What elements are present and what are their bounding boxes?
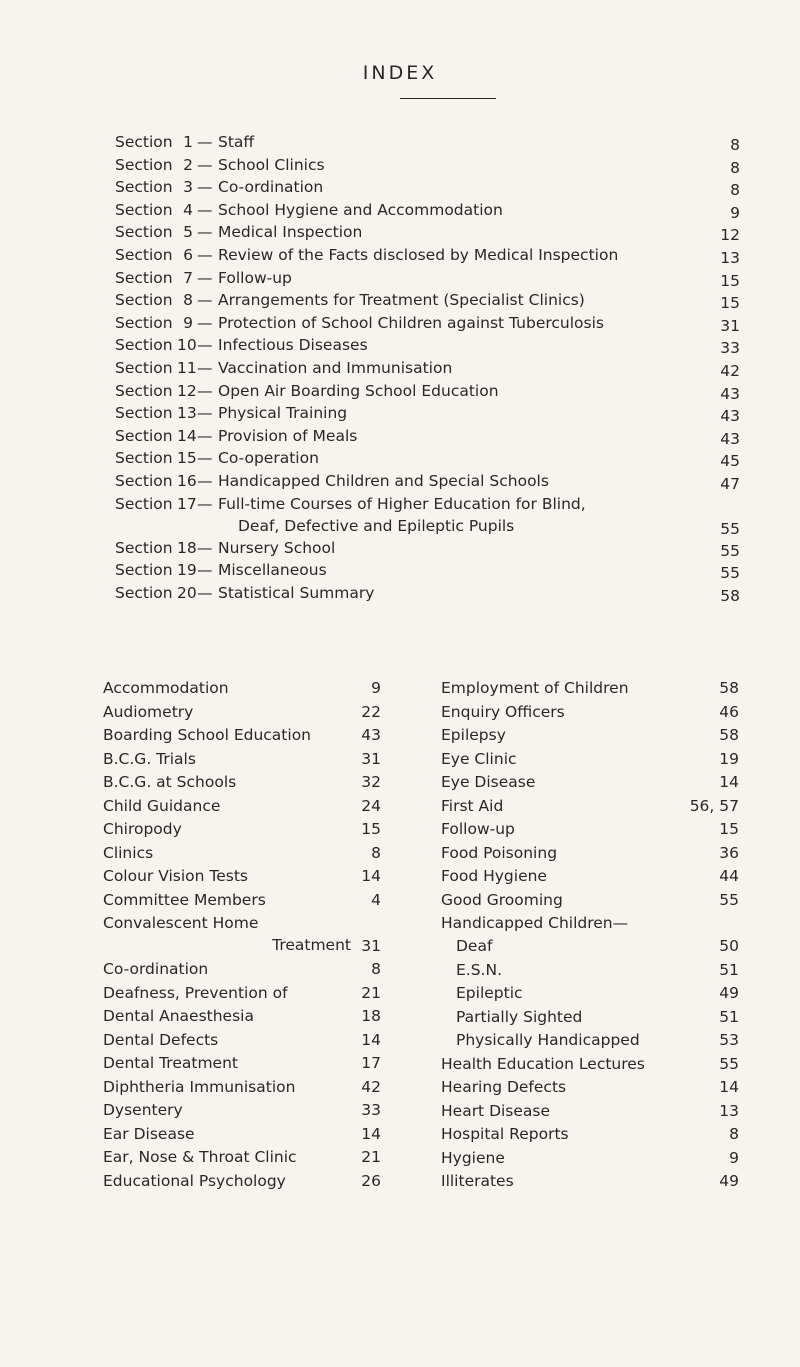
section-label: Section [115, 223, 173, 242]
index-term: Epileptic [456, 984, 523, 1002]
section-entry [115, 312, 740, 335]
section-entry [115, 334, 740, 357]
section-entry [115, 402, 740, 425]
index-entry [441, 1147, 739, 1171]
index-entry [441, 1100, 739, 1124]
section-title: Arrangements for Treatment (Specialist Clinics) [218, 291, 585, 310]
index-term: Food Poisoning [441, 843, 558, 862]
section-dash: — [197, 561, 213, 580]
section-label: Section [115, 583, 173, 602]
section-title: School Clinics [218, 155, 325, 174]
index-term: Food Hygiene [441, 867, 547, 885]
section-dash: — [197, 133, 213, 151]
section-label: Section [115, 336, 173, 355]
index-term: Dental Defects [103, 1030, 219, 1049]
section-label: Section [115, 381, 173, 400]
section-entry [115, 470, 740, 493]
section-entry [115, 582, 740, 605]
section-list [115, 131, 740, 604]
index-page: 49 [719, 984, 739, 1002]
section-entry [115, 244, 740, 267]
section-title-line-2: Deaf, Defective and Epileptic Pupils [238, 516, 515, 535]
index-page: 8 [729, 1125, 739, 1143]
index-term: B.C.G. Trials [103, 749, 196, 768]
index-entry [441, 1006, 739, 1030]
index-term: Dental Anaesthesia [103, 1007, 254, 1025]
index-term: Illiterates [441, 1172, 514, 1190]
index-page: 4 [371, 890, 381, 909]
section-title: Nursery School [218, 538, 336, 557]
index-term: Boarding School Education [103, 726, 312, 744]
index-page: 26 [361, 1171, 381, 1190]
index-entry [441, 982, 739, 1006]
index-page: 21 [361, 1148, 381, 1166]
section-title: Provision of Meals [218, 426, 358, 445]
section-page: 15 [720, 294, 740, 313]
index-entry [103, 1052, 381, 1076]
index-column-right [441, 677, 739, 1194]
index-page: 14 [361, 1030, 381, 1049]
section-number: 19 [177, 561, 197, 580]
index-term: First Aid [441, 796, 504, 815]
index-term: Committee Members [103, 890, 266, 909]
index-entry [103, 1123, 381, 1147]
index-term: Epilepsy [441, 726, 506, 744]
index-entry [441, 935, 739, 959]
section-number: 4 [183, 200, 193, 219]
index-term: Educational Psychology [103, 1171, 286, 1190]
index-page: 53 [719, 1031, 739, 1049]
index-page: 55 [719, 1054, 739, 1073]
section-label: Section [115, 313, 173, 332]
section-number: 5 [183, 223, 193, 242]
section-dash: — [197, 200, 213, 219]
index-term-line-2: Treatment [272, 936, 351, 954]
index-entry [103, 1005, 381, 1029]
section-number: 8 [183, 291, 193, 310]
section-title: School Hygiene and Accommodation [218, 200, 503, 219]
section-dash: — [197, 336, 213, 355]
section-entry [115, 199, 740, 222]
section-number: 14 [177, 426, 197, 445]
index-page: 58 [719, 679, 739, 697]
index-term: Deaf [456, 937, 493, 955]
index-term: Partially Sighted [456, 1007, 583, 1026]
index-page: 22 [361, 702, 381, 721]
section-dash: — [197, 381, 213, 400]
index-entry [103, 842, 381, 866]
section-label: Section [115, 133, 173, 151]
section-title: Physical Training [218, 404, 348, 423]
section-entry [115, 289, 740, 312]
section-dash: — [197, 426, 213, 445]
section-label: Section [115, 561, 173, 580]
index-entry [103, 701, 381, 725]
page-title: INDEX [362, 62, 438, 84]
index-page: 43 [361, 726, 381, 744]
section-dash: — [197, 449, 213, 468]
section-dash: — [197, 494, 213, 513]
section-label: Section [115, 426, 173, 445]
index-entry [441, 959, 739, 983]
section-dash: — [197, 404, 213, 423]
section-entry [115, 357, 740, 380]
index-page: 44 [719, 867, 739, 885]
index-page: 50 [719, 937, 739, 955]
index-entry [441, 771, 739, 795]
index-entry [103, 958, 381, 982]
index-term: Audiometry [103, 702, 194, 721]
index-term: Chiropody [103, 820, 182, 838]
index-page: 51 [719, 1007, 739, 1026]
section-page: 42 [720, 361, 740, 380]
index-page: 51 [719, 960, 739, 979]
index-term: Hearing Defects [441, 1078, 567, 1096]
section-number: 17 [177, 494, 197, 513]
section-number: 3 [183, 178, 193, 197]
index-entry [103, 795, 381, 819]
section-number: 2 [183, 155, 193, 174]
index-page: 24 [361, 796, 381, 815]
index-page: 14 [719, 1078, 739, 1096]
index-page: 42 [361, 1077, 381, 1096]
section-page: 55 [720, 541, 740, 560]
section-title: Handicapped Children and Special Schools [218, 471, 549, 490]
index-page: 21 [361, 983, 381, 1002]
section-label: Section [115, 178, 173, 197]
index-term: Eye Clinic [441, 749, 517, 768]
index-term: B.C.G. at Schools [103, 773, 237, 791]
section-page: 12 [720, 226, 740, 245]
index-page: 56, 57 [689, 796, 739, 815]
section-page: 31 [720, 316, 740, 335]
section-title: Medical Inspection [218, 223, 363, 242]
section-page: 58 [720, 586, 740, 605]
section-label: Section [115, 358, 173, 377]
section-title: Follow-up [218, 268, 292, 287]
section-dash: — [197, 313, 213, 332]
section-title: Protection of School Children against Tuberculosis [218, 313, 604, 332]
index-term: Clinics [103, 843, 154, 862]
index-page: 15 [361, 820, 381, 838]
section-entry [115, 131, 740, 154]
section-title: Review of the Facts disclosed by Medical Inspection [218, 245, 619, 264]
index-page: 33 [361, 1101, 381, 1119]
section-number: 10 [177, 336, 197, 355]
section-number: 1 [183, 133, 193, 151]
index-entry [441, 677, 739, 701]
index-entry [103, 982, 381, 1006]
index-page: 14 [361, 1124, 381, 1143]
index-page: 58 [719, 726, 739, 744]
section-label: Section [115, 538, 173, 557]
index-entry [103, 1076, 381, 1100]
section-entry [115, 493, 740, 537]
index-term: Ear, Nose & Throat Clinic [103, 1148, 297, 1166]
index-entry [441, 912, 739, 935]
index-term: Employment of Children [441, 679, 629, 697]
index-page: 49 [719, 1172, 739, 1190]
section-page: 55 [720, 564, 740, 583]
index-page: 17 [361, 1054, 381, 1072]
section-title: Miscellaneous [218, 561, 327, 580]
index-page: 13 [719, 1101, 739, 1120]
section-title: Infectious Diseases [218, 336, 368, 355]
section-entry [115, 425, 740, 448]
section-number: 9 [183, 313, 193, 332]
index-term: Hygiene [441, 1148, 505, 1167]
index-page: 31 [361, 937, 381, 955]
section-number: 18 [177, 538, 197, 557]
index-entry [103, 1146, 381, 1170]
section-page: 13 [720, 248, 740, 267]
index-entry [103, 818, 381, 842]
section-page: 43 [720, 429, 740, 448]
section-dash: — [197, 471, 213, 490]
section-dash: — [197, 178, 213, 197]
section-title: Co-operation [218, 449, 319, 468]
index-term: Dental Treatment [103, 1054, 238, 1072]
index-term: Ear Disease [103, 1124, 195, 1143]
index-entry [103, 1099, 381, 1123]
index-page: 9 [371, 679, 381, 697]
section-label: Section [115, 494, 173, 513]
section-number: 20 [177, 583, 197, 602]
index-column-left [103, 677, 381, 1193]
section-title-line-1: Full-time Courses of Higher Education for Blind, [218, 494, 586, 513]
index-page: 19 [719, 749, 739, 768]
section-dash: — [197, 155, 213, 174]
section-dash: — [197, 583, 213, 602]
index-term: Handicapped Children— [441, 914, 629, 932]
section-page: 55 [720, 519, 740, 538]
section-page: 47 [720, 474, 740, 493]
section-page: 43 [720, 384, 740, 403]
index-entry [103, 889, 381, 913]
section-entry [115, 447, 740, 470]
section-number: 13 [177, 404, 197, 423]
index-term: Hospital Reports [441, 1125, 569, 1143]
section-number: 15 [177, 449, 197, 468]
index-page: 9 [729, 1148, 739, 1167]
section-title: Open Air Boarding School Education [218, 381, 499, 400]
section-label: Section [115, 471, 173, 490]
index-term: Colour Vision Tests [103, 867, 249, 885]
section-title: Statistical Summary [218, 583, 375, 602]
section-label: Section [115, 268, 173, 287]
index-page: 8 [371, 960, 381, 978]
index-page: 36 [719, 843, 739, 862]
index-term: Good Grooming [441, 890, 563, 909]
index-page: 55 [719, 890, 739, 909]
index-entry [441, 1053, 739, 1077]
section-entry [115, 380, 740, 403]
index-term: Accommodation [103, 679, 229, 697]
index-term: Enquiry Officers [441, 702, 565, 721]
section-entry [115, 176, 740, 199]
index-page: 46 [719, 702, 739, 721]
section-title: Staff [218, 133, 255, 151]
section-label: Section [115, 404, 173, 423]
index-term: Child Guidance [103, 796, 221, 815]
index-term: Heart Disease [441, 1101, 551, 1120]
index-term-line-1: Convalescent Home [103, 914, 259, 932]
index-entry [441, 1170, 739, 1194]
index-page: 15 [719, 820, 739, 838]
section-entry [115, 559, 740, 582]
index-entry [441, 1076, 739, 1100]
index-entry [103, 724, 381, 748]
section-entry [115, 221, 740, 244]
index-term: Eye Disease [441, 773, 536, 791]
section-title [218, 493, 723, 537]
section-page: 8 [730, 136, 740, 154]
section-page: 33 [720, 339, 740, 358]
section-number: 6 [183, 245, 193, 264]
index-term: Dysentery [103, 1101, 183, 1119]
index-term: Co-ordination [103, 960, 209, 978]
section-page: 8 [730, 158, 740, 177]
index-term: Deafness, Prevention of [103, 983, 288, 1002]
index-term: Diphtheria Immunisation [103, 1077, 296, 1096]
section-entry [115, 154, 740, 177]
index-term: E.S.N. [456, 960, 503, 979]
index-entry [103, 912, 381, 958]
section-label: Section [115, 291, 173, 310]
section-label: Section [115, 449, 173, 468]
section-page: 15 [720, 271, 740, 290]
index-entry [103, 1170, 381, 1194]
index-entry [103, 748, 381, 772]
section-page: 43 [720, 407, 740, 426]
index-entry [103, 865, 381, 889]
index-entry [441, 701, 739, 725]
index-entry [441, 795, 739, 819]
index-page: 18 [361, 1007, 381, 1025]
index-term: Follow-up [441, 820, 515, 838]
index-entry [103, 771, 381, 795]
section-label: Section [115, 245, 173, 264]
index-page: 31 [361, 749, 381, 768]
section-number: 12 [177, 381, 197, 400]
index-term: Physically Handicapped [456, 1031, 640, 1049]
section-dash: — [197, 245, 213, 264]
section-entry [115, 537, 740, 560]
section-dash: — [197, 291, 213, 310]
index-page: 8 [371, 843, 381, 862]
index-entry [441, 1123, 739, 1147]
index-entry [441, 865, 739, 889]
index-entry [441, 724, 739, 748]
index-page: 14 [361, 867, 381, 885]
section-page: 9 [730, 203, 740, 222]
section-number: 16 [177, 471, 197, 490]
index-entry [103, 1029, 381, 1053]
index-entry [441, 889, 739, 913]
section-number: 11 [177, 358, 197, 377]
section-title: Co-ordination [218, 178, 324, 197]
section-dash: — [197, 358, 213, 377]
section-page: 8 [730, 181, 740, 200]
section-entry [115, 267, 740, 290]
title-underline [400, 98, 496, 99]
index-entry [441, 1029, 739, 1053]
index-page: 32 [361, 773, 381, 791]
section-label: Section [115, 155, 173, 174]
section-page: 45 [720, 452, 740, 471]
section-number: 7 [183, 268, 193, 287]
index-entry [103, 677, 381, 701]
section-title: Vaccination and Immunisation [218, 358, 453, 377]
section-label: Section [115, 200, 173, 219]
section-dash: — [197, 268, 213, 287]
index-page: 14 [719, 773, 739, 791]
index-entry [441, 842, 739, 866]
section-dash: — [197, 223, 213, 242]
index-term [103, 912, 351, 956]
index-entry [441, 818, 739, 842]
section-dash: — [197, 538, 213, 557]
index-term: Health Education Lectures [441, 1054, 645, 1073]
index-entry [441, 748, 739, 772]
